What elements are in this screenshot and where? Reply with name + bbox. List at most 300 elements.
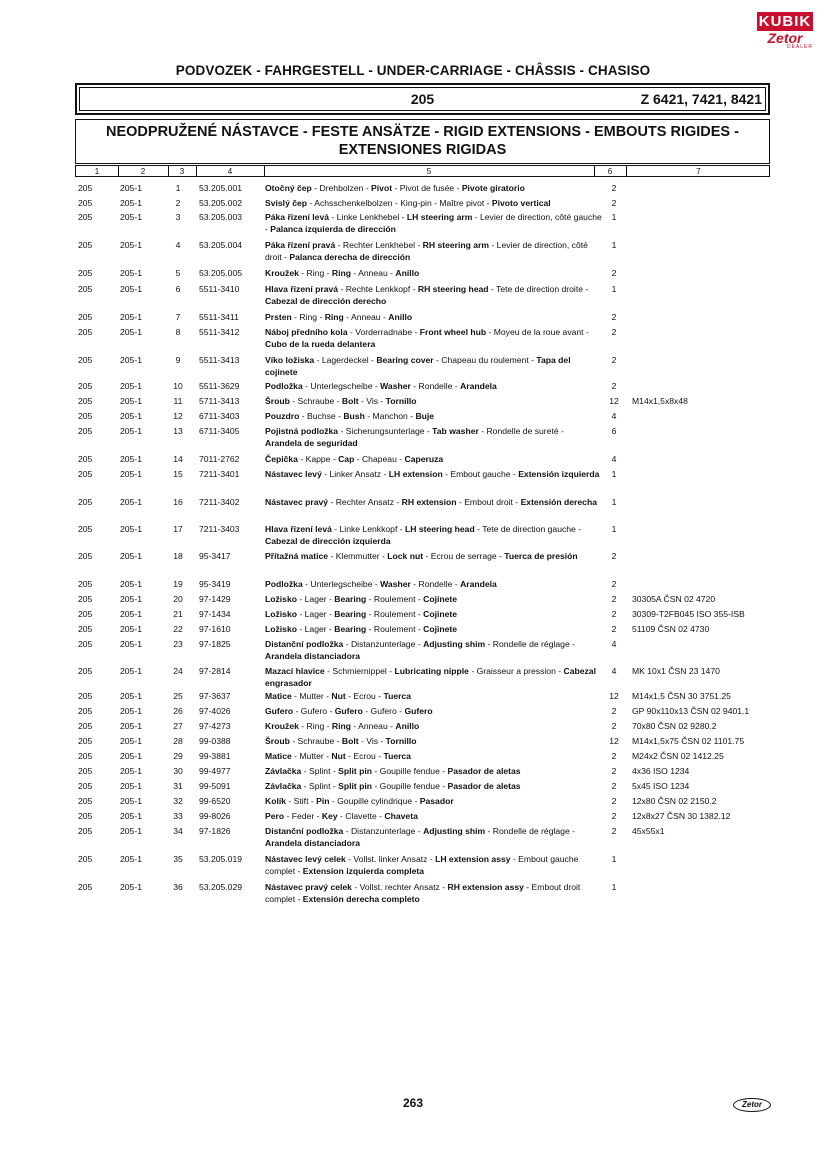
part-number-cell: 99-0388 <box>199 736 231 746</box>
group-cell: 205 <box>78 691 93 701</box>
position-cell: 10 <box>173 381 183 391</box>
description-cell <box>265 468 603 480</box>
description-cz: Svislý čep <box>265 198 308 208</box>
description-fr: - Pivot de fusée - <box>392 183 462 193</box>
description-de: - Sicherungsunterlage - <box>338 426 433 436</box>
description-es: Cabezal de dirección derecho <box>265 296 387 306</box>
description-cz: Prsten <box>265 312 292 322</box>
description-de: - Lager - <box>297 624 335 634</box>
description-cz: Mazací hlavice <box>265 666 325 676</box>
position-cell: 13 <box>173 426 183 436</box>
group-cell: 205 <box>78 198 93 208</box>
position-cell: 18 <box>173 551 183 561</box>
quantity-cell: 4 <box>611 411 617 421</box>
description-fr: - Tete de direction droite - <box>488 284 589 294</box>
description-cz: Matice <box>265 691 292 701</box>
description-de: - Linke Lenkhebel - <box>329 212 407 222</box>
position-cell: 23 <box>173 639 183 649</box>
group-cell: 205 <box>78 312 93 322</box>
quantity-cell: 2 <box>611 327 617 337</box>
figure-cell: 205-1 <box>120 411 142 421</box>
group-cell: 205 <box>78 736 93 746</box>
description-cell <box>265 197 603 209</box>
part-number-cell: 5511-3410 <box>199 284 240 294</box>
figure-cell: 205-1 <box>120 212 142 222</box>
description-cell <box>265 593 603 605</box>
kubik-zetor-logo <box>757 12 813 50</box>
figure-cell: 205-1 <box>120 766 142 776</box>
position-cell: 12 <box>173 411 183 421</box>
figure-cell: 205-1 <box>120 497 142 507</box>
quantity-cell: 2 <box>611 751 617 761</box>
col-header-1: 1 <box>94 167 100 176</box>
description-en: Bolt <box>341 736 359 746</box>
description-en: Gufero <box>334 706 363 716</box>
part-number-cell: 7211-3402 <box>199 497 240 507</box>
description-es: Palanca izquierda de dirección <box>270 224 396 234</box>
col-header-7: 7 <box>696 167 701 176</box>
logo-make: Zetor <box>767 30 803 46</box>
description-es: Caperuza <box>404 454 444 464</box>
description-cz: Otočný čep <box>265 183 312 193</box>
quantity-cell: 2 <box>611 183 617 193</box>
description-cz: Nástavec levý celek <box>265 854 346 864</box>
description-cell <box>265 354 603 378</box>
description-de: - Buchse - <box>299 411 344 421</box>
figure-cell: 205-1 <box>120 183 142 193</box>
description-cz: Matice <box>265 751 292 761</box>
position-cell: 16 <box>173 497 183 507</box>
note-cell: 5x45 ISO 1234 <box>632 781 690 791</box>
group-cell: 205 <box>78 751 93 761</box>
description-de: - Lager - <box>297 609 335 619</box>
description-cz: Distanční podložka <box>265 826 344 836</box>
description-de: - Mutter - <box>291 691 332 701</box>
description-fr: - Clavette - <box>337 811 385 821</box>
description-es: Arandela distanciadora <box>265 838 361 848</box>
note-cell: 45x55x1 <box>632 826 665 836</box>
logo-brand: KUBIK <box>758 13 812 30</box>
quantity-cell: 2 <box>611 268 617 278</box>
part-number-cell: 53.205.003 <box>199 212 243 222</box>
quantity-cell: 2 <box>611 796 617 806</box>
description-cz: Nástavec pravý celek <box>265 882 352 892</box>
description-fr: - Gufero - <box>362 706 405 716</box>
description-en: Cap <box>338 454 355 464</box>
description-cell <box>265 810 603 822</box>
description-fr: - Rondelle de sureté - <box>478 426 564 436</box>
figure-cell: 205-1 <box>120 327 142 337</box>
description-en: Washer <box>380 579 411 589</box>
description-de: - Kappe - <box>297 454 339 464</box>
part-number-cell: 99-6520 <box>199 796 231 806</box>
part-number-cell: 5511-3411 <box>199 312 239 322</box>
description-fr: - Rondelle - <box>410 579 461 589</box>
figure-cell: 205-1 <box>120 781 142 791</box>
quantity-cell: 2 <box>611 355 617 365</box>
description-cz: Čepička <box>265 454 298 464</box>
description-fr: - Tete de direction gauche - <box>474 524 582 534</box>
figure-cell: 205-1 <box>120 666 142 676</box>
description-fr: - Manchon - <box>364 411 416 421</box>
description-cell <box>265 750 603 762</box>
description-de: - Unterlegscheibe - <box>302 579 381 589</box>
position-cell: 33 <box>173 811 183 821</box>
description-en: Lubricating nipple <box>394 666 469 676</box>
description-en: LH extension <box>388 469 443 479</box>
description-cell <box>265 380 603 392</box>
description-cell <box>265 550 603 562</box>
description-es: Arandela <box>460 579 497 589</box>
description-de: - Linker Ansatz - <box>321 469 389 479</box>
col-header-2: 2 <box>140 167 146 176</box>
position-cell: 1 <box>175 183 181 193</box>
description-fr: - Ecrou - <box>345 691 384 701</box>
page-header-title: PODVOZEK - FAHRGESTELL - UNDER-CARRIAGE - CHÂSSIS - CHASISO <box>175 63 651 78</box>
part-number-cell: 97-1429 <box>199 594 231 604</box>
description-cell <box>265 780 603 792</box>
position-cell: 25 <box>173 691 183 701</box>
description-en: Bearing cover <box>376 355 434 365</box>
description-de: - Rechte Lenkkopf - <box>338 284 418 294</box>
quantity-cell: 4 <box>611 666 617 676</box>
quantity-cell: 2 <box>611 381 617 391</box>
quantity-cell: 2 <box>611 312 617 322</box>
description-cell <box>265 665 603 689</box>
description-en: Lock nut <box>387 551 424 561</box>
description-en: LH steering arm <box>406 212 473 222</box>
description-de: - Vorderradnabe - <box>347 327 420 337</box>
description-cell <box>265 496 603 508</box>
part-number-cell: 95-3417 <box>199 551 231 561</box>
description-fr: - Roulement - <box>366 594 424 604</box>
quantity-cell: 2 <box>611 609 617 619</box>
description-fr: - Roulement - <box>366 624 424 634</box>
figure-cell: 205-1 <box>120 551 142 561</box>
description-en: Bush <box>343 411 365 421</box>
description-en: RH steering head <box>417 284 489 294</box>
description-es: Arandela distanciadora <box>265 651 361 661</box>
description-cz: Nástavec levý <box>265 469 322 479</box>
description-en: Tab washer <box>432 426 479 436</box>
description-cell <box>265 608 603 620</box>
figure-cell: 205-1 <box>120 312 142 322</box>
description-en: Bearing <box>334 609 367 619</box>
part-number-cell: 97-4273 <box>199 721 231 731</box>
description-en: Pin <box>316 796 330 806</box>
quantity-cell: 1 <box>611 497 617 507</box>
group-cell: 205 <box>78 811 93 821</box>
group-cell: 205 <box>78 183 93 193</box>
description-cz: Páka řízení levá <box>265 212 330 222</box>
figure-cell: 205-1 <box>120 454 142 464</box>
quantity-cell: 2 <box>611 624 617 634</box>
description-fr: - Ecrou - <box>345 751 384 761</box>
position-cell: 19 <box>173 579 183 589</box>
note-cell: M14x1,5x8x48 <box>632 396 688 406</box>
group-cell: 205 <box>78 284 93 294</box>
page-number: 263 <box>402 1096 424 1110</box>
description-de: - Lager - <box>297 594 335 604</box>
description-de: - Distanzunterlage - <box>343 826 424 836</box>
group-cell: 205 <box>78 355 93 365</box>
position-cell: 4 <box>175 240 181 250</box>
description-fr: - Embout gauche - <box>442 469 519 479</box>
description-es: Extensión izquierda <box>518 469 600 479</box>
description-de: - Splint - <box>301 781 339 791</box>
part-number-cell: 53.205.002 <box>199 198 243 208</box>
description-es: Extensión derecha <box>520 497 597 507</box>
position-cell: 2 <box>175 198 181 208</box>
description-cz: Přítažná matice <box>265 551 329 561</box>
position-cell: 30 <box>173 766 183 776</box>
description-en: RH steering arm <box>422 240 490 250</box>
description-cz: Víko ložiska <box>265 355 315 365</box>
description-de: - Ring - <box>298 721 332 731</box>
part-number-cell: 7211-3403 <box>199 524 240 534</box>
description-cz: Kroužek <box>265 268 299 278</box>
group-cell: 205 <box>78 268 93 278</box>
description-de: - Lagerdeckel - <box>314 355 377 365</box>
description-cell <box>265 765 603 777</box>
description-es: Tapa del cojinete <box>265 355 571 377</box>
description-cz: Podložka <box>265 381 303 391</box>
group-cell: 205 <box>78 706 93 716</box>
description-de: - Feder - <box>284 811 322 821</box>
part-number-cell: 97-1434 <box>199 609 231 619</box>
description-cz: Závlačka <box>265 781 302 791</box>
quantity-cell: 2 <box>611 198 617 208</box>
description-cz: Pouzdro <box>265 411 300 421</box>
description-fr: - Rondelle de réglage - <box>485 826 575 836</box>
description-de: - Rechter Ansatz - <box>328 497 402 507</box>
position-cell: 24 <box>173 666 183 676</box>
description-de: - Distanzunterlage - <box>343 639 424 649</box>
group-cell: 205 <box>78 766 93 776</box>
quantity-cell: 1 <box>611 240 617 250</box>
description-cz: Pojistná podložka <box>265 426 339 436</box>
figure-cell: 205-1 <box>120 426 142 436</box>
group-cell: 205 <box>78 594 93 604</box>
quantity-cell: 2 <box>611 766 617 776</box>
figure-cell: 205-1 <box>120 736 142 746</box>
figure-cell: 205-1 <box>120 882 142 892</box>
quantity-cell: 12 <box>609 396 619 406</box>
description-cell <box>265 267 603 279</box>
description-cell <box>265 239 603 263</box>
description-es: Pivoto vertical <box>491 198 551 208</box>
description-cell <box>265 410 603 422</box>
description-de: - Unterlegscheibe - <box>302 381 381 391</box>
figure-cell: 205-1 <box>120 691 142 701</box>
part-number-cell: 97-4026 <box>199 706 231 716</box>
part-number-cell: 5711-3413 <box>199 396 240 406</box>
description-de: - Schraube - <box>289 736 342 746</box>
description-cell <box>265 311 603 323</box>
part-number-cell: 97-3637 <box>199 691 231 701</box>
group-cell: 205 <box>78 609 93 619</box>
description-es: Pasador de aletas <box>447 781 521 791</box>
position-cell: 6 <box>175 284 181 294</box>
description-de: - Klemmutter - <box>328 551 388 561</box>
quantity-cell: 2 <box>611 826 617 836</box>
description-de: - Stift - <box>286 796 317 806</box>
part-number-cell: 97-1610 <box>199 624 231 634</box>
description-es: Extension izquierda completa <box>302 866 425 876</box>
description-cell <box>265 453 603 465</box>
description-cell <box>265 326 603 350</box>
position-cell: 34 <box>173 826 183 836</box>
description-en: Bolt <box>341 396 359 406</box>
description-es: Buje <box>415 411 435 421</box>
quantity-cell: 1 <box>611 882 617 892</box>
description-en: LH extension assy <box>435 854 511 864</box>
description-es: Cubo de la rueda delantera <box>265 339 376 349</box>
description-de: - Ring - <box>291 312 325 322</box>
part-number-cell: 99-4977 <box>199 766 231 776</box>
group-cell: 205 <box>78 381 93 391</box>
model-list: Z 6421, 7421, 8421 <box>640 91 762 107</box>
part-number-cell: 97-1826 <box>199 826 231 836</box>
figure-cell: 205-1 <box>120 826 142 836</box>
part-number-cell: 99-8026 <box>199 811 231 821</box>
description-en: Pivot <box>371 183 393 193</box>
position-cell: 32 <box>173 796 183 806</box>
description-fr: - Anneau - <box>343 312 389 322</box>
figure-cell: 205-1 <box>120 706 142 716</box>
description-es: Cabezal engrasador <box>265 666 596 688</box>
description-cz: Ložisko <box>265 609 297 619</box>
description-cz: Závlačka <box>265 766 302 776</box>
description-fr: - Anneau - <box>350 721 396 731</box>
note-cell: MK 10x1 ČSN 23 1470 <box>632 666 720 676</box>
note-cell: 51109 ČSN 02 4730 <box>632 624 710 634</box>
quantity-cell: 2 <box>611 551 617 561</box>
figure-cell: 205-1 <box>120 639 142 649</box>
description-cz: Kroužek <box>265 721 299 731</box>
position-cell: 9 <box>175 355 181 365</box>
quantity-cell: 1 <box>611 284 617 294</box>
note-cell: 70x80 ČSN 02 9280.2 <box>632 721 717 731</box>
figure-cell: 205-1 <box>120 524 142 534</box>
description-en: RH extension <box>401 497 457 507</box>
position-cell: 21 <box>173 609 183 619</box>
description-cell <box>265 825 603 849</box>
description-fr: - Moyeu de la roue avant - <box>486 327 589 337</box>
description-es: Pasador <box>419 796 454 806</box>
group-cell: 205 <box>78 854 93 864</box>
description-cell <box>265 578 603 590</box>
figure-cell: 205-1 <box>120 751 142 761</box>
description-de: - Rechter Lenkhebel - <box>335 240 423 250</box>
description-en: Ring <box>324 312 344 322</box>
group-cell: 205 <box>78 469 93 479</box>
position-cell: 20 <box>173 594 183 604</box>
description-de: - Achsschenkelbolzen - King-pin - Maître pivot - <box>307 198 492 208</box>
note-cell: 4x36 ISO 1234 <box>632 766 690 776</box>
group-cell: 205 <box>78 524 93 534</box>
note-cell: M14x1,5x75 ČSN 02 1101.75 <box>632 736 745 746</box>
part-number-cell: 6711-3403 <box>199 411 240 421</box>
part-number-cell: 53.205.004 <box>199 240 243 250</box>
position-cell: 36 <box>173 882 183 892</box>
figure-cell: 205-1 <box>120 579 142 589</box>
description-en: Ring <box>331 721 351 731</box>
col-header-3: 3 <box>179 167 185 176</box>
group-cell: 205 <box>78 212 93 222</box>
position-cell: 7 <box>175 312 181 322</box>
part-number-cell: 99-3881 <box>199 751 231 761</box>
description-fr: - Rondelle de réglage - <box>485 639 575 649</box>
note-cell: M14x1,5 ČSN 30 3751.25 <box>632 691 731 701</box>
group-cell: 205 <box>78 396 93 406</box>
column-header <box>75 165 770 177</box>
description-en: Adjusting shim <box>423 639 486 649</box>
description-es: Cojinete <box>423 609 458 619</box>
description-cz: Ložisko <box>265 624 297 634</box>
group-cell: 205 <box>78 579 93 589</box>
description-de: - Linke Lenkkopf - <box>331 524 405 534</box>
position-cell: 14 <box>173 454 183 464</box>
description-es: Chaveta <box>384 811 418 821</box>
description-es: Tuerca de presión <box>504 551 578 561</box>
figure-cell: 205-1 <box>120 469 142 479</box>
figure-cell: 205-1 <box>120 240 142 250</box>
description-cell <box>265 211 603 235</box>
description-en: Washer <box>380 381 411 391</box>
description-es: Anillo <box>388 312 413 322</box>
description-fr: - Ecrou de serrage - <box>423 551 505 561</box>
figure-cell: 205-1 <box>120 609 142 619</box>
note-cell: 12x8x27 ČSN 30 1382.12 <box>632 811 731 821</box>
description-en: Adjusting shim <box>423 826 486 836</box>
figure-cell: 205-1 <box>120 268 142 278</box>
description-cz: Ložisko <box>265 594 297 604</box>
description-es: Arandela <box>460 381 497 391</box>
description-en: Key <box>321 811 338 821</box>
position-cell: 31 <box>173 781 183 791</box>
position-cell: 5 <box>175 268 181 278</box>
quantity-cell: 12 <box>609 691 619 701</box>
part-number-cell: 7211-3401 <box>199 469 240 479</box>
description-es: Gufero <box>404 706 433 716</box>
description-fr: - Levier de direction, côté droit - <box>265 240 588 262</box>
quantity-cell: 2 <box>611 594 617 604</box>
figure-cell: 205-1 <box>120 811 142 821</box>
description-fr: - Goupille fendue - <box>372 781 448 791</box>
description-de: - Drehbolzen - <box>311 183 372 193</box>
group-cell: 205 <box>78 551 93 561</box>
note-cell: 30309-T2FB045 ISO 355-ISB <box>632 609 745 619</box>
description-cz: Pero <box>265 811 285 821</box>
description-cell <box>265 735 603 747</box>
description-cz: Distanční podložka <box>265 639 344 649</box>
description-cell <box>265 623 603 635</box>
description-de: - Splint - <box>301 766 339 776</box>
description-es: Tuerca <box>383 751 411 761</box>
part-number-cell: 53.205.005 <box>199 268 243 278</box>
description-de: - Mutter - <box>291 751 332 761</box>
position-cell: 3 <box>175 212 181 222</box>
quantity-cell: 1 <box>611 212 617 222</box>
description-cell <box>265 705 603 717</box>
note-cell: 30305A ČSN 02 4720 <box>632 594 716 604</box>
quantity-cell: 6 <box>611 426 617 436</box>
description-cz: Páka řízení pravá <box>265 240 336 250</box>
description-es: Cojinete <box>423 624 458 634</box>
description-cell <box>265 720 603 732</box>
part-number-cell: 5511-3413 <box>199 355 240 365</box>
